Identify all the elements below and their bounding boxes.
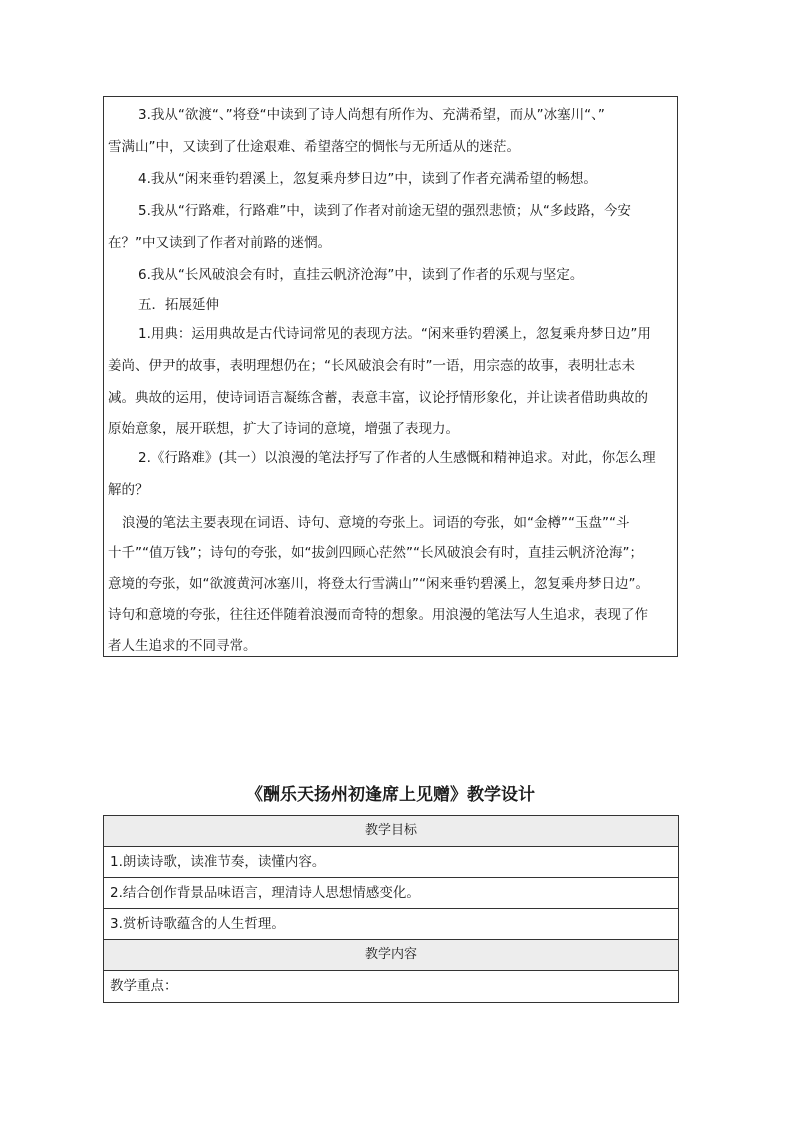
paragraph: 2.《行路难》(其一）以浪漫的笔法抒写了作者的人生感慨和精神追求。对此，你怎么理 [138, 450, 656, 466]
goal-item: 1.朗读诗歌，读准节奏，读懂内容。 [104, 847, 678, 878]
paragraph: 意境的夸张，如“欲渡黄河冰塞川，将登太行雪满山”“闲来垂钓碧溪上，忽复乘舟梦日边”。 [108, 576, 649, 592]
goal-item: 2.结合创作背景品味语言，理清诗人思想情感变化。 [104, 878, 678, 909]
paragraph: 者人生追求的不同寻常。 [108, 638, 257, 654]
paragraph: 在？”中又读到了作者对前路的迷惘。 [108, 235, 331, 251]
continuation-text-box [103, 96, 678, 657]
paragraph: 原始意象，展开联想，扩大了诗词的意境，增强了表现力。 [108, 421, 459, 437]
paragraph: 浪漫的笔法主要表现在词语、诗句、意境的夸张上。词语的夸张，如“金樽”“玉盘”“斗 [122, 515, 630, 531]
paragraph: 4.我从“闲来垂钓碧溪上，忽复乘舟梦日边”中，读到了作者充满希望的畅想。 [138, 171, 597, 187]
section-heading: 五．拓展延伸 [138, 297, 219, 313]
paragraph: 6.我从“长风破浪会有时，直挂云帆济沧海”中，读到了作者的乐观与坚定。 [138, 267, 584, 283]
paragraph: 减。典故的运用，使诗词语言凝练含蓄，表意丰富，议论抒情形象化，并让读者借助典故的 [108, 390, 648, 406]
paragraph: 雪满山”中，又读到了仕途艰难、希望落空的惆怅与无所适从的迷茫。 [108, 139, 520, 155]
paragraph: 姜尚、伊尹的故事，表明理想仍在；“长风破浪会有时”一语，用宗悫的故事，表明壮志未 [108, 358, 635, 374]
paragraph: 诗句和意境的夸张，往往还伴随着浪漫而奇特的想象。用浪漫的笔法写人生追求，表现了作 [108, 607, 648, 623]
paragraph: 解的？ [108, 482, 149, 498]
goals-header: 教学目标 [104, 816, 678, 847]
paragraph: 十千”“值万钱”；诗句的夸张，如“拔剑四顾心茫然”“长风破浪会有时，直挂云帆济沧海”； [108, 545, 643, 561]
paragraph: 1.用典：运用典故是古代诗词常见的表现方法。“闲来垂钓碧溪上，忽复乘舟梦日边”用 [138, 326, 651, 342]
teaching-design-table [103, 815, 679, 1003]
document-title: 《酬乐天扬州初逢席上见赠》教学设计 [246, 785, 535, 805]
goal-item: 3.赏析诗歌蕴含的人生哲理。 [104, 909, 678, 940]
key-points-label: 教学重点： [110, 978, 178, 994]
paragraph: 5.我从“行路难，行路难”中，读到了作者对前途无望的强烈悲愤；从“多歧路，今安 [138, 203, 631, 219]
paragraph: 3.我从“欲渡“、”将登“中读到了诗人尚想有所作为、充满希望，而从”冰塞川“、” [138, 107, 605, 123]
content-header: 教学内容 [104, 940, 678, 971]
